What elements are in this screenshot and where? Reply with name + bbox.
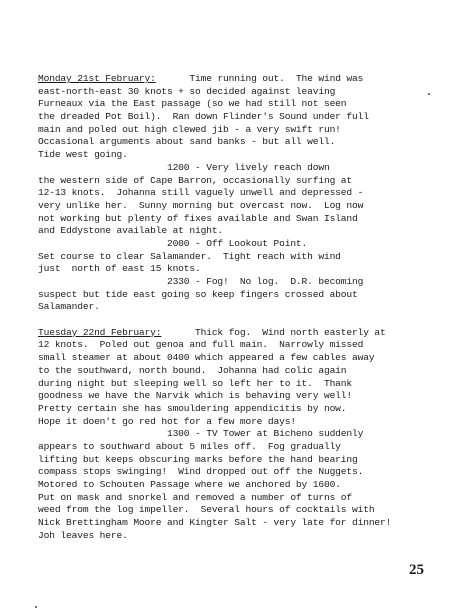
- entry-line: east-north-east 30 knots + so decided against leaving: [38, 85, 336, 97]
- diary-entry-tuesday: [38, 327, 458, 543]
- diary-page: [38, 73, 458, 542]
- entry-line: the dreaded Pot Boil). Ran down Flinder's Sound under full: [38, 111, 369, 123]
- entry-line: main and poled out high clewed jib - a very swift run!: [38, 123, 341, 135]
- entry-line: 12-13 knots. Johanna still vaguely unwell and depressed -: [38, 187, 364, 199]
- entry-heading: Monday 21st February:: [38, 73, 156, 84]
- entry-line: weed from the log impeller. Several hours of cocktails with: [38, 504, 375, 516]
- entry-line: very unlike her. Sunny morning but overcast now. Log now: [38, 199, 364, 211]
- scan-speck: [428, 93, 430, 95]
- entry-line: Occasional arguments about sand banks - but all well.: [38, 136, 336, 148]
- entry-line: Motored to Schouten Passage where we anchored by 1600.: [38, 479, 341, 490]
- entry-line: Set course to clear Salamander. Tight reach with wind: [38, 250, 341, 262]
- entry-line: 1300 - TV Tower at Bicheno suddenly: [38, 428, 364, 440]
- entry-line: Nick Brettingham Moore and Kingter Salt - very late for dinner!: [38, 517, 392, 529]
- entry-line: Furneaux via the East passage (so we had still not seen: [38, 98, 347, 110]
- entry-spacer: [38, 314, 458, 327]
- entry-line: Time running out. The wind was: [155, 73, 364, 84]
- entry-line: 12 knots. Poled out genoa and full main. Narrowly missed: [38, 339, 364, 351]
- entry-line: Tide west going.: [38, 149, 128, 161]
- entry-line: during night but sleeping well so left her to it. Thank: [38, 377, 353, 389]
- diary-entry-monday: [38, 73, 458, 314]
- entry-line: just north of east 15 knots.: [38, 263, 201, 275]
- entry-line: compass stops swinging! Wind dropped out off the Nuggets.: [38, 466, 364, 478]
- entry-line: Thick fog. Wind north easterly at: [161, 326, 386, 338]
- entry-line: 2000 - Off Lookout Point.: [38, 237, 308, 249]
- entry-line: the western side of Cape Barron, occasionally surfing at: [38, 174, 353, 186]
- entry-first-line: [38, 73, 458, 86]
- entry-heading: Tuesday 22nd February:: [38, 326, 162, 338]
- entry-line: Put on mask and snorkel and removed a number of turns of: [38, 491, 353, 503]
- scan-speck: [35, 606, 37, 608]
- entry-line: not working but plenty of fixes available and Swan Island: [38, 212, 358, 224]
- entry-first-line: [38, 327, 458, 340]
- entry-line: lifting but keeps obscuring marks before the hand bearing: [38, 453, 358, 465]
- entry-line: appears to southward about 5 miles off. Fog gradually: [38, 440, 341, 452]
- entry-line: goodness we have the Narvik which is behaving very well!: [38, 390, 353, 402]
- entry-line: Hope it doen't go red hot for a few more days!: [38, 415, 296, 427]
- entry-line: small steamer at about 0400 which appeared a few cables away: [38, 352, 375, 364]
- entry-line: to the southward, north bound. Johanna had colic again: [38, 364, 347, 376]
- entry-line: Pretty certain she has smouldering appendicitis by now.: [38, 402, 347, 414]
- entry-line: 2330 - Fog! No log. D.R. becoming: [38, 276, 364, 287]
- entry-line: and Eddystone available at night.: [38, 225, 224, 237]
- entry-line: Salamander.: [38, 301, 100, 313]
- entry-line: 1200 - Very lively reach down: [38, 161, 330, 173]
- entry-line: Joh leaves here.: [38, 529, 128, 541]
- entry-line: suspect but tide east going so keep fingers crossed about: [38, 288, 358, 300]
- page-number: 25: [409, 562, 424, 578]
